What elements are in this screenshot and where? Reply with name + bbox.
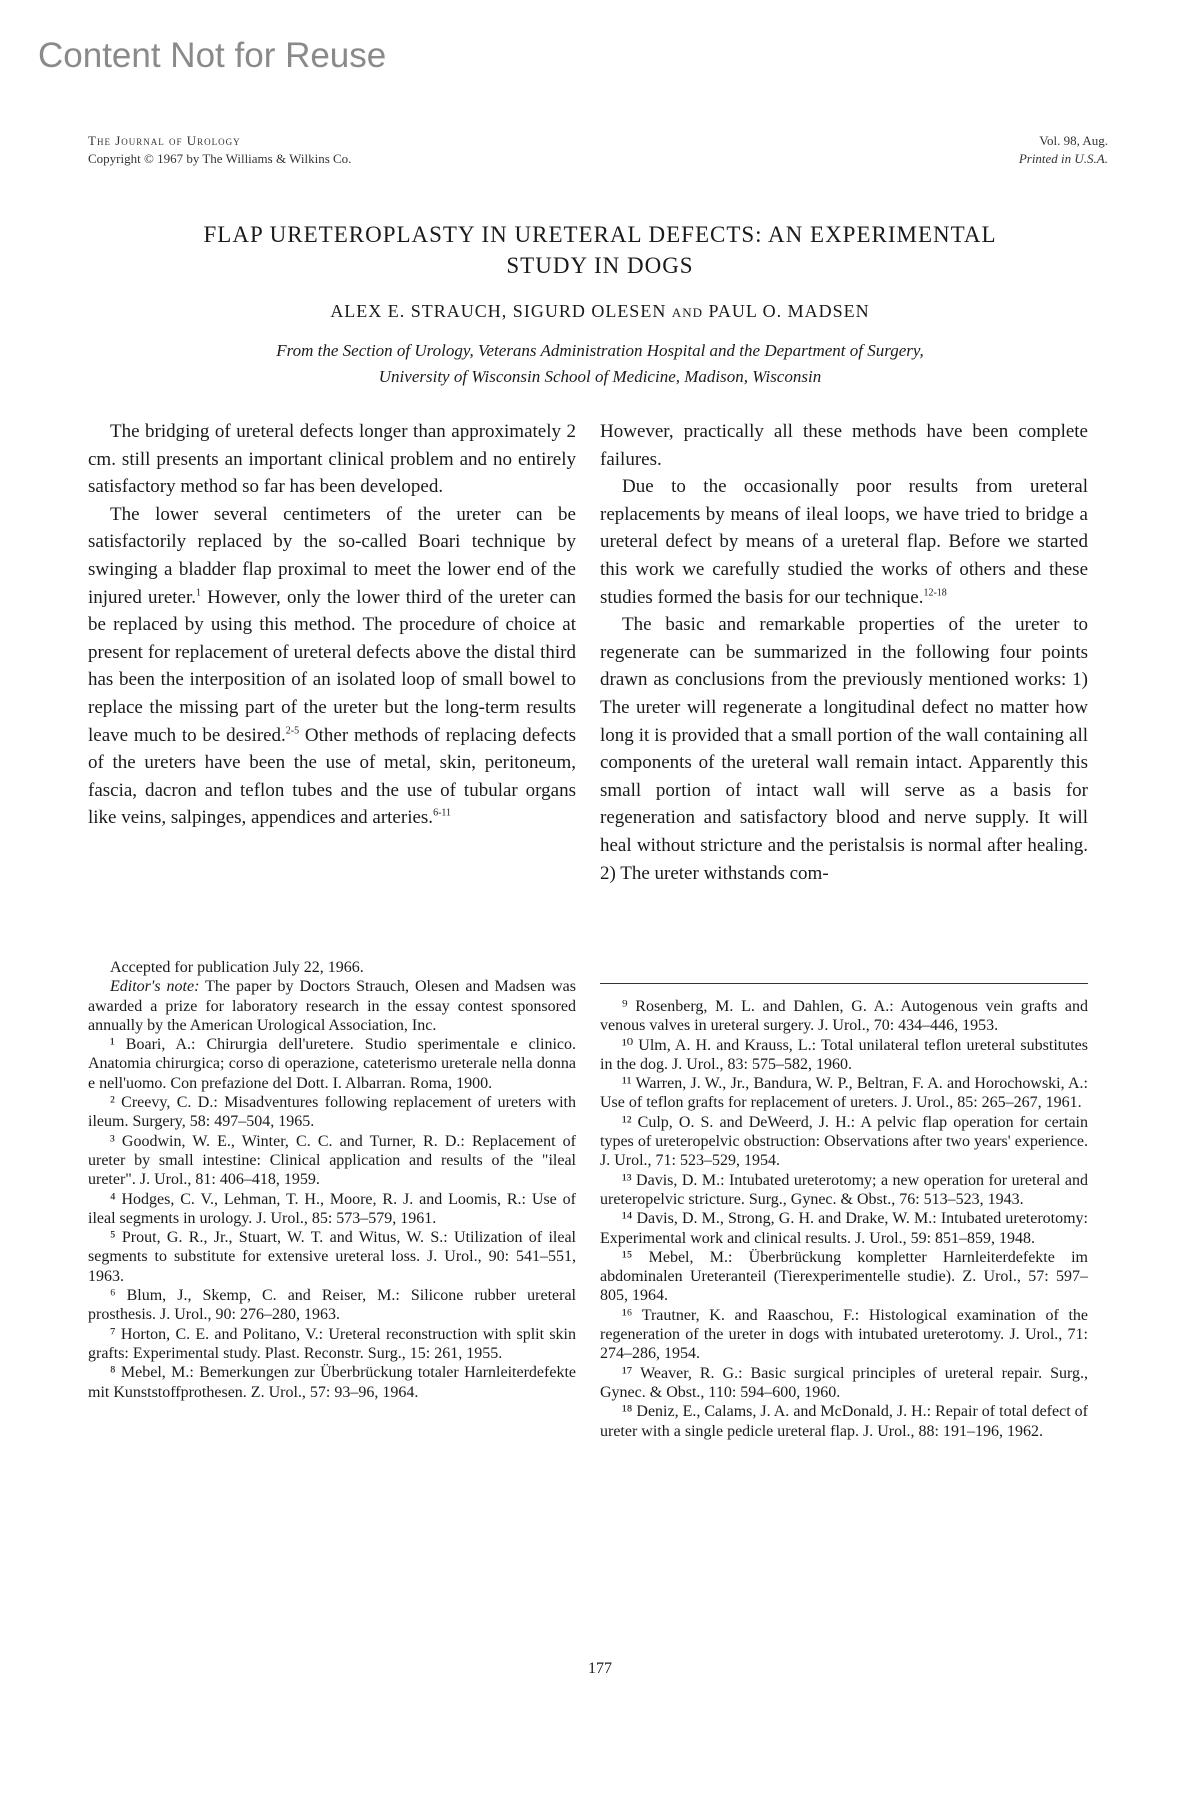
reference: ¹⁵ Mebel, M.: Überbrückung kompletter Harnleiterdefekte im abdominalen Ureteranteil (Tierexperimentelle studie). Z. Urol., 57: 597–805, 1964. bbox=[600, 1248, 1088, 1305]
volume: Vol. 98, Aug. bbox=[1039, 133, 1108, 148]
title-line-2: STUDY IN DOGS bbox=[506, 253, 694, 278]
paragraph-text: Other methods of replacing defects of the ureters have been the use of metal, skin, peritoneum, fascia, dacron and teflon tubes and the use of tubular organs like veins, salpinges, appendices and arteries. bbox=[88, 724, 576, 829]
body-column-left bbox=[88, 418, 576, 832]
reference: ³ Goodwin, W. E., Winter, C. C. and Turner, R. D.: Replacement of ureter by small intestine: Clinical application and results of the "ileal ureter". J. Urol., 81: 406–418, 1959. bbox=[88, 1132, 576, 1189]
accepted-note: Accepted for publication July 22, 1966. bbox=[110, 959, 364, 976]
reference: ¹⁸ Deniz, E., Calams, J. A. and McDonald, J. H.: Repair of total defect of ureter with a single pedicle ureteral flap. J. Urol., 88: 191–196, 1962. bbox=[600, 1403, 1088, 1440]
citation: 12-18 bbox=[923, 587, 947, 599]
paragraph-text: However, only the lower third of the ureter can be replaced by using this method. The procedure of choice at present for replacement of ureteral defects above the distal third has been the interposition of an isolated loop of small bowel to replace the missing part of the ureter but the long-term results leave much to be desired. bbox=[88, 586, 576, 746]
printed-in: Printed in U.S.A. bbox=[1018, 151, 1108, 166]
paragraph-text: Due to the occasionally poor results from ureteral replacements by means of ileal loops, we have tried to bridge a ureteral defect by means of a ureteral flap. Before we started this work we carefully studied the works of others and these studies formed the basis for our technique. bbox=[600, 476, 1088, 608]
paragraph-text: The lower several centimeters of the ureter can be satisfactorily replaced by the so-called Boari technique by swinging a bladder flap proximal to meet the lower end of the injured ureter. bbox=[88, 503, 576, 608]
watermark: Content Not for Reuse bbox=[38, 36, 387, 75]
reference: ¹⁷ Weaver, R. G.: Basic surgical principles of ureteral repair. Surg., Gynec. & Obst., 110: 594–600, 1960. bbox=[600, 1364, 1088, 1401]
reference: ⁹ Rosenberg, M. L. and Dahlen, G. A.: Autogenous vein grafts and venous valves in ureteral surgery. J. Urol., 70: 434–446, 1953. bbox=[600, 998, 1088, 1035]
reference: ⁶ Blum, J., Skemp, C. and Reiser, M.: Silicone rubber ureteral prosthesis. J. Urol., 90: 276–280, 1963. bbox=[88, 1287, 576, 1324]
footnotes-left bbox=[88, 958, 576, 1402]
article-title bbox=[100, 219, 1100, 281]
page-number: 177 bbox=[588, 1660, 612, 1677]
paragraph bbox=[600, 473, 1088, 611]
authors-a: ALEX E. STRAUCH, SIGURD OLESEN bbox=[330, 301, 667, 321]
authors-b: PAUL O. MADSEN bbox=[708, 301, 870, 321]
affiliation-line-1: From the Section of Urology, Veterans Administration Hospital and the Department of Surgery, bbox=[276, 341, 924, 360]
reference: ¹³ Davis, D. M.: Intubated ureterotomy; a new operation for ureteral and ureteropelvic stricture. Surg., Gynec. & Obst., 76: 513–523, 1943. bbox=[600, 1171, 1088, 1208]
footnotes-right bbox=[600, 997, 1088, 1441]
journal-name: The Journal of Urology bbox=[88, 133, 241, 148]
editor-note-label: Editor's note: bbox=[110, 978, 200, 996]
reference: ⁴ Hodges, C. V., Lehman, T. H., Moore, R. J. and Loomis, R.: Use of ileal segments in urology. J. Urol., 85: 573–579, 1961. bbox=[88, 1190, 576, 1227]
reference: ¹⁰ Ulm, A. H. and Krauss, L.: Total unilateral teflon ureteral substitutes in the dog. J. Urol., 83: 575–582, 1960. bbox=[600, 1036, 1088, 1073]
authors-and: AND bbox=[671, 305, 703, 320]
reference: ¹¹ Warren, J. W., Jr., Bandura, W. P., Beltran, F. A. and Horochowski, A.: Use of teflon grafts for replacement of ureters. J. Urol., 85: 265–267, 1961. bbox=[600, 1075, 1088, 1112]
editor-note-text: The paper by Doctors Strauch, Olesen and Madsen was awarded a prize for laboratory research in the essay contest sponsored annually by the American Urological Association, Inc. bbox=[88, 978, 576, 1034]
journal-header bbox=[88, 132, 351, 168]
editor-note bbox=[88, 977, 576, 1035]
reference: ¹⁶ Trautner, K. and Raaschou, F.: Histological examination of the regeneration of the ureter in dogs with intubated ureterotomy. J. Urol., 71: 274–286, 1954. bbox=[600, 1306, 1088, 1363]
footnote-rule bbox=[600, 983, 1088, 984]
authors bbox=[100, 301, 1100, 322]
affiliation-line-2: University of Wisconsin School of Medicine, Madison, Wisconsin bbox=[378, 367, 822, 386]
paragraph bbox=[88, 501, 576, 832]
title-line-1: FLAP URETEROPLASTY IN URETERAL DEFECTS: AN EXPERIMENTAL bbox=[203, 222, 997, 247]
citation: 2-5 bbox=[285, 725, 300, 737]
citation: 1 bbox=[196, 587, 201, 599]
reference: ² Creevy, C. D.: Misadventures following replacement of ureters with ileum. Surgery, 58: 497–504, 1965. bbox=[88, 1094, 576, 1131]
reference: ¹² Culp, O. S. and DeWeerd, J. H.: A pelvic flap operation for certain types of ureteropelvic obstruction: Observations after two years' experience. J. Urol., 71: 523–529, 1954. bbox=[600, 1113, 1088, 1170]
affiliation bbox=[100, 338, 1100, 390]
journal-volume-info bbox=[1019, 132, 1108, 168]
reference: ⁸ Mebel, M.: Bemerkungen zur Überbrückung totaler Harnleiterdefekte mit Kunststoffprothesen. Z. Urol., 57: 93–96, 1964. bbox=[88, 1364, 576, 1401]
reference: ⁵ Prout, G. R., Jr., Stuart, W. T. and Witus, W. S.: Utilization of ileal segments to substitute for extensive ureteral loss. J. Urol., 90: 541–551, 1963. bbox=[88, 1229, 576, 1285]
reference: ⁷ Horton, C. E. and Politano, V.: Ureteral reconstruction with split skin grafts: Experimental study. Plast. Reconstr. Surg., 15: 261, 1955. bbox=[88, 1325, 576, 1362]
reference: ¹⁴ Davis, D. M., Strong, G. H. and Drake, W. M.: Intubated ureterotomy: Experimental work and clinical results. J. Urol., 59: 851–859, 1948. bbox=[600, 1210, 1088, 1247]
paragraph: However, practically all these methods have been complete failures. bbox=[600, 421, 1088, 470]
body-column-right bbox=[600, 418, 1088, 887]
reference: ¹ Boari, A.: Chirurgia dell'uretere. Studio sperimentale e clinico. Anatomia chirurgica; corso di operazione, cateterismo ureterale nella donna e nell'uomo. Con prefazione del Dott. I. Albarran. Roma, 1900. bbox=[88, 1036, 576, 1092]
paragraph: The basic and remarkable properties of the ureter to regenerate can be summarized in the following four points drawn as conclusions from the previously mentioned works: 1) The ureter will regenerate a longitudinal defect no matter how long it is provided that a small portion of the wall containing all components of the ureteral wall remain intact. Apparently this small portion of intact wall will serve as a basis for regeneration and satisfactory blood and nerve supply. It will heal without stricture and the peristalsis is normal after healing. 2) The ureter withstands com- bbox=[600, 614, 1088, 884]
citation: 6-11 bbox=[433, 807, 452, 819]
paragraph: The bridging of ureteral defects longer than approximately 2 cm. still presents an important clinical problem and no entirely satisfactory method so far has been developed. bbox=[88, 421, 576, 498]
copyright: Copyright © 1967 by The Williams & Wilkins Co. bbox=[88, 151, 352, 166]
